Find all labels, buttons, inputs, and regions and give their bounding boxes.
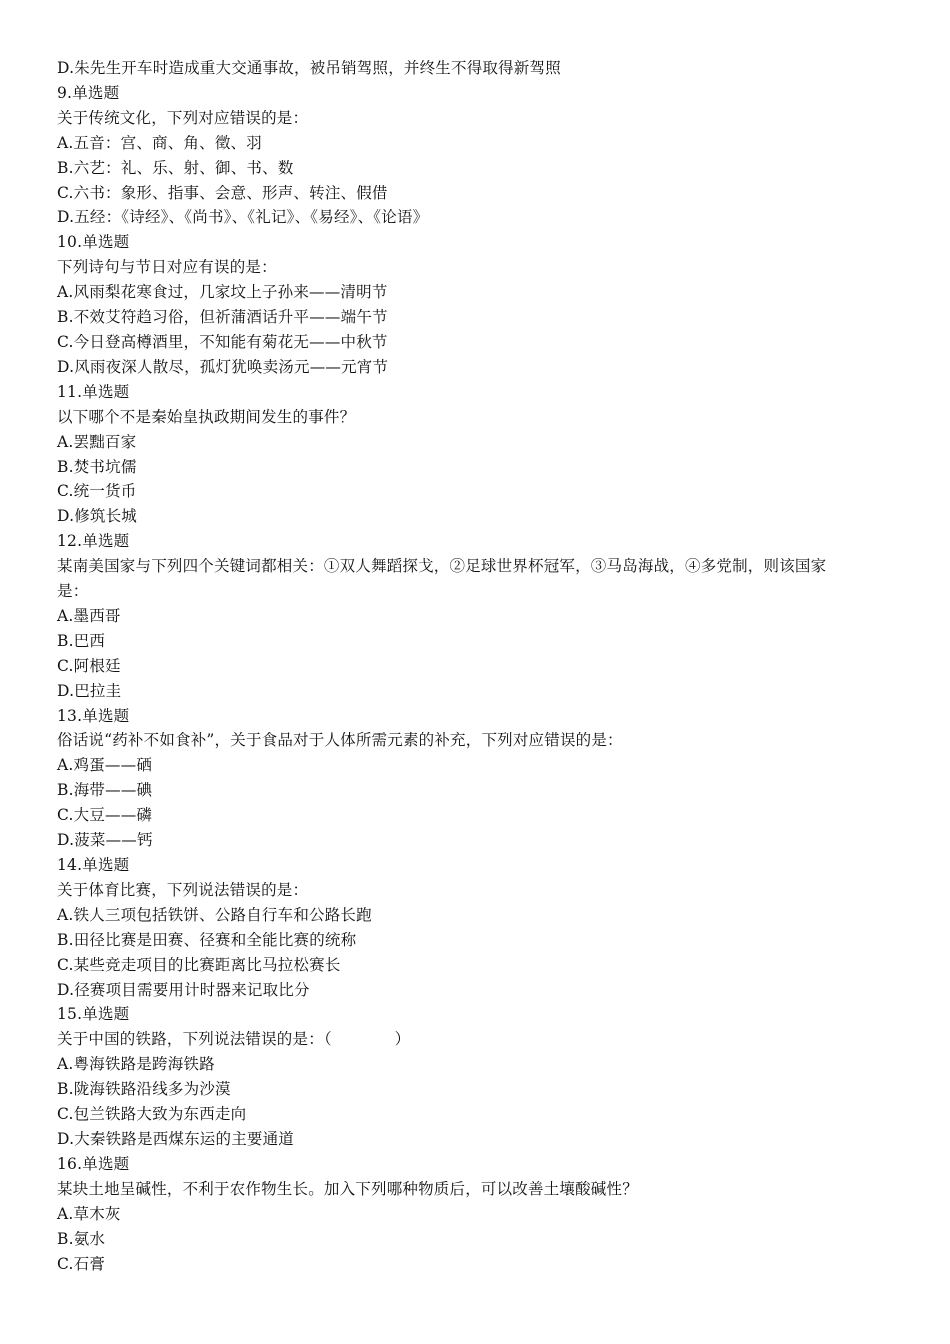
text-line: 下列诗句与节日对应有误的是：	[57, 258, 277, 277]
text-line: 15.单选题	[57, 1005, 130, 1024]
text-line: 关于中国的铁路，下列说法错误的是：（ ）	[57, 1030, 411, 1049]
text-line: D.菠菜——钙	[57, 831, 153, 850]
text-line: A.罢黜百家	[57, 432, 137, 451]
text-line: B.不效艾符趋习俗，但祈蒲酒话升平——端午节	[57, 308, 388, 327]
text-line: 俗话说“药补不如食补”，关于食品对于人体所需元素的补充，下列对应错误的是：	[57, 731, 623, 750]
text-line: C.石膏	[57, 1254, 106, 1273]
text-line: 关于传统文化，下列对应错误的是：	[57, 108, 309, 127]
text-line: B.巴西	[57, 631, 106, 650]
text-line: D.大秦铁路是西煤东运的主要通道	[57, 1129, 295, 1148]
text-line: B.焚书坑儒	[57, 457, 137, 476]
text-line: C.今日登高樽酒里，不知能有菊花无——中秋节	[57, 332, 388, 351]
text-line: C.阿根廷	[57, 656, 121, 675]
text-line: D.朱先生开车时造成重大交通事故，被吊销驾照，并终生不得取得新驾照	[57, 59, 561, 77]
text-line: A.粤海铁路是跨海铁路	[57, 1055, 215, 1074]
text-line: A.风雨梨花寒食过，几家坟上子孙来——清明节	[57, 283, 388, 302]
text-line: D.修筑长城	[57, 507, 138, 526]
text-line: 16.单选题	[57, 1154, 130, 1173]
text-line: 以下哪个不是秦始皇执政期间发生的事件？	[57, 407, 356, 426]
document-body	[57, 56, 897, 1276]
text-line: D.五经：《诗经》、《尚书》、《礼记》、《易经》、《论语》	[57, 208, 429, 227]
text-line: 10.单选题	[57, 233, 130, 252]
text-line: A.鸡蛋——硒	[57, 756, 153, 775]
text-line: D.巴拉圭	[57, 681, 122, 700]
text-line: C.大豆——磷	[57, 806, 153, 825]
text-line: C.六书：象形、指事、会意、形声、转注、假借	[57, 183, 388, 202]
text-line: C.某些竞走项目的比赛距离比马拉松赛长	[57, 955, 341, 974]
text-line: C.统一货币	[57, 482, 137, 501]
text-line: C.包兰铁路大致为东西走向	[57, 1105, 247, 1124]
text-line: 某南美国家与下列四个关键词都相关：①双人舞蹈探戈，②足球世界杯冠军，③马岛海战，④多党制，则该国家	[57, 557, 827, 576]
text-line: 关于体育比赛，下列说法错误的是：	[57, 880, 309, 899]
text-line: 是：	[57, 582, 89, 601]
text-line: B.陇海铁路沿线多为沙漠	[57, 1080, 231, 1099]
text-line: A.五音：宫、商、角、徵、羽	[57, 133, 262, 152]
text-line: 13.单选题	[57, 706, 130, 725]
text-line: A.铁人三项包括铁饼、公路自行车和公路长跑	[57, 905, 372, 924]
text-line: 11.单选题	[57, 382, 130, 401]
text-line: 12.单选题	[57, 532, 130, 551]
text-line: B.田径比赛是田赛、径赛和全能比赛的统称	[57, 930, 357, 949]
text-line: D.径赛项目需要用计时器来记取比分	[57, 980, 310, 999]
text-line: B.氨水	[57, 1229, 106, 1248]
text-line: B.海带——碘	[57, 781, 153, 800]
text-line: D.风雨夜深人散尽，孤灯犹唤卖汤元——元宵节	[57, 357, 389, 376]
text-line: 14.单选题	[57, 856, 130, 874]
text-line: A.草木灰	[57, 1204, 121, 1223]
text-line: A.墨西哥	[57, 606, 121, 625]
text-line: 某块土地呈碱性，不利于农作物生长。加入下列哪种物质后，可以改善土壤酸碱性？	[57, 1179, 638, 1198]
text-line: B.六艺：礼、乐、射、御、书、数	[57, 158, 294, 177]
text-line: 9.单选题	[57, 83, 120, 102]
